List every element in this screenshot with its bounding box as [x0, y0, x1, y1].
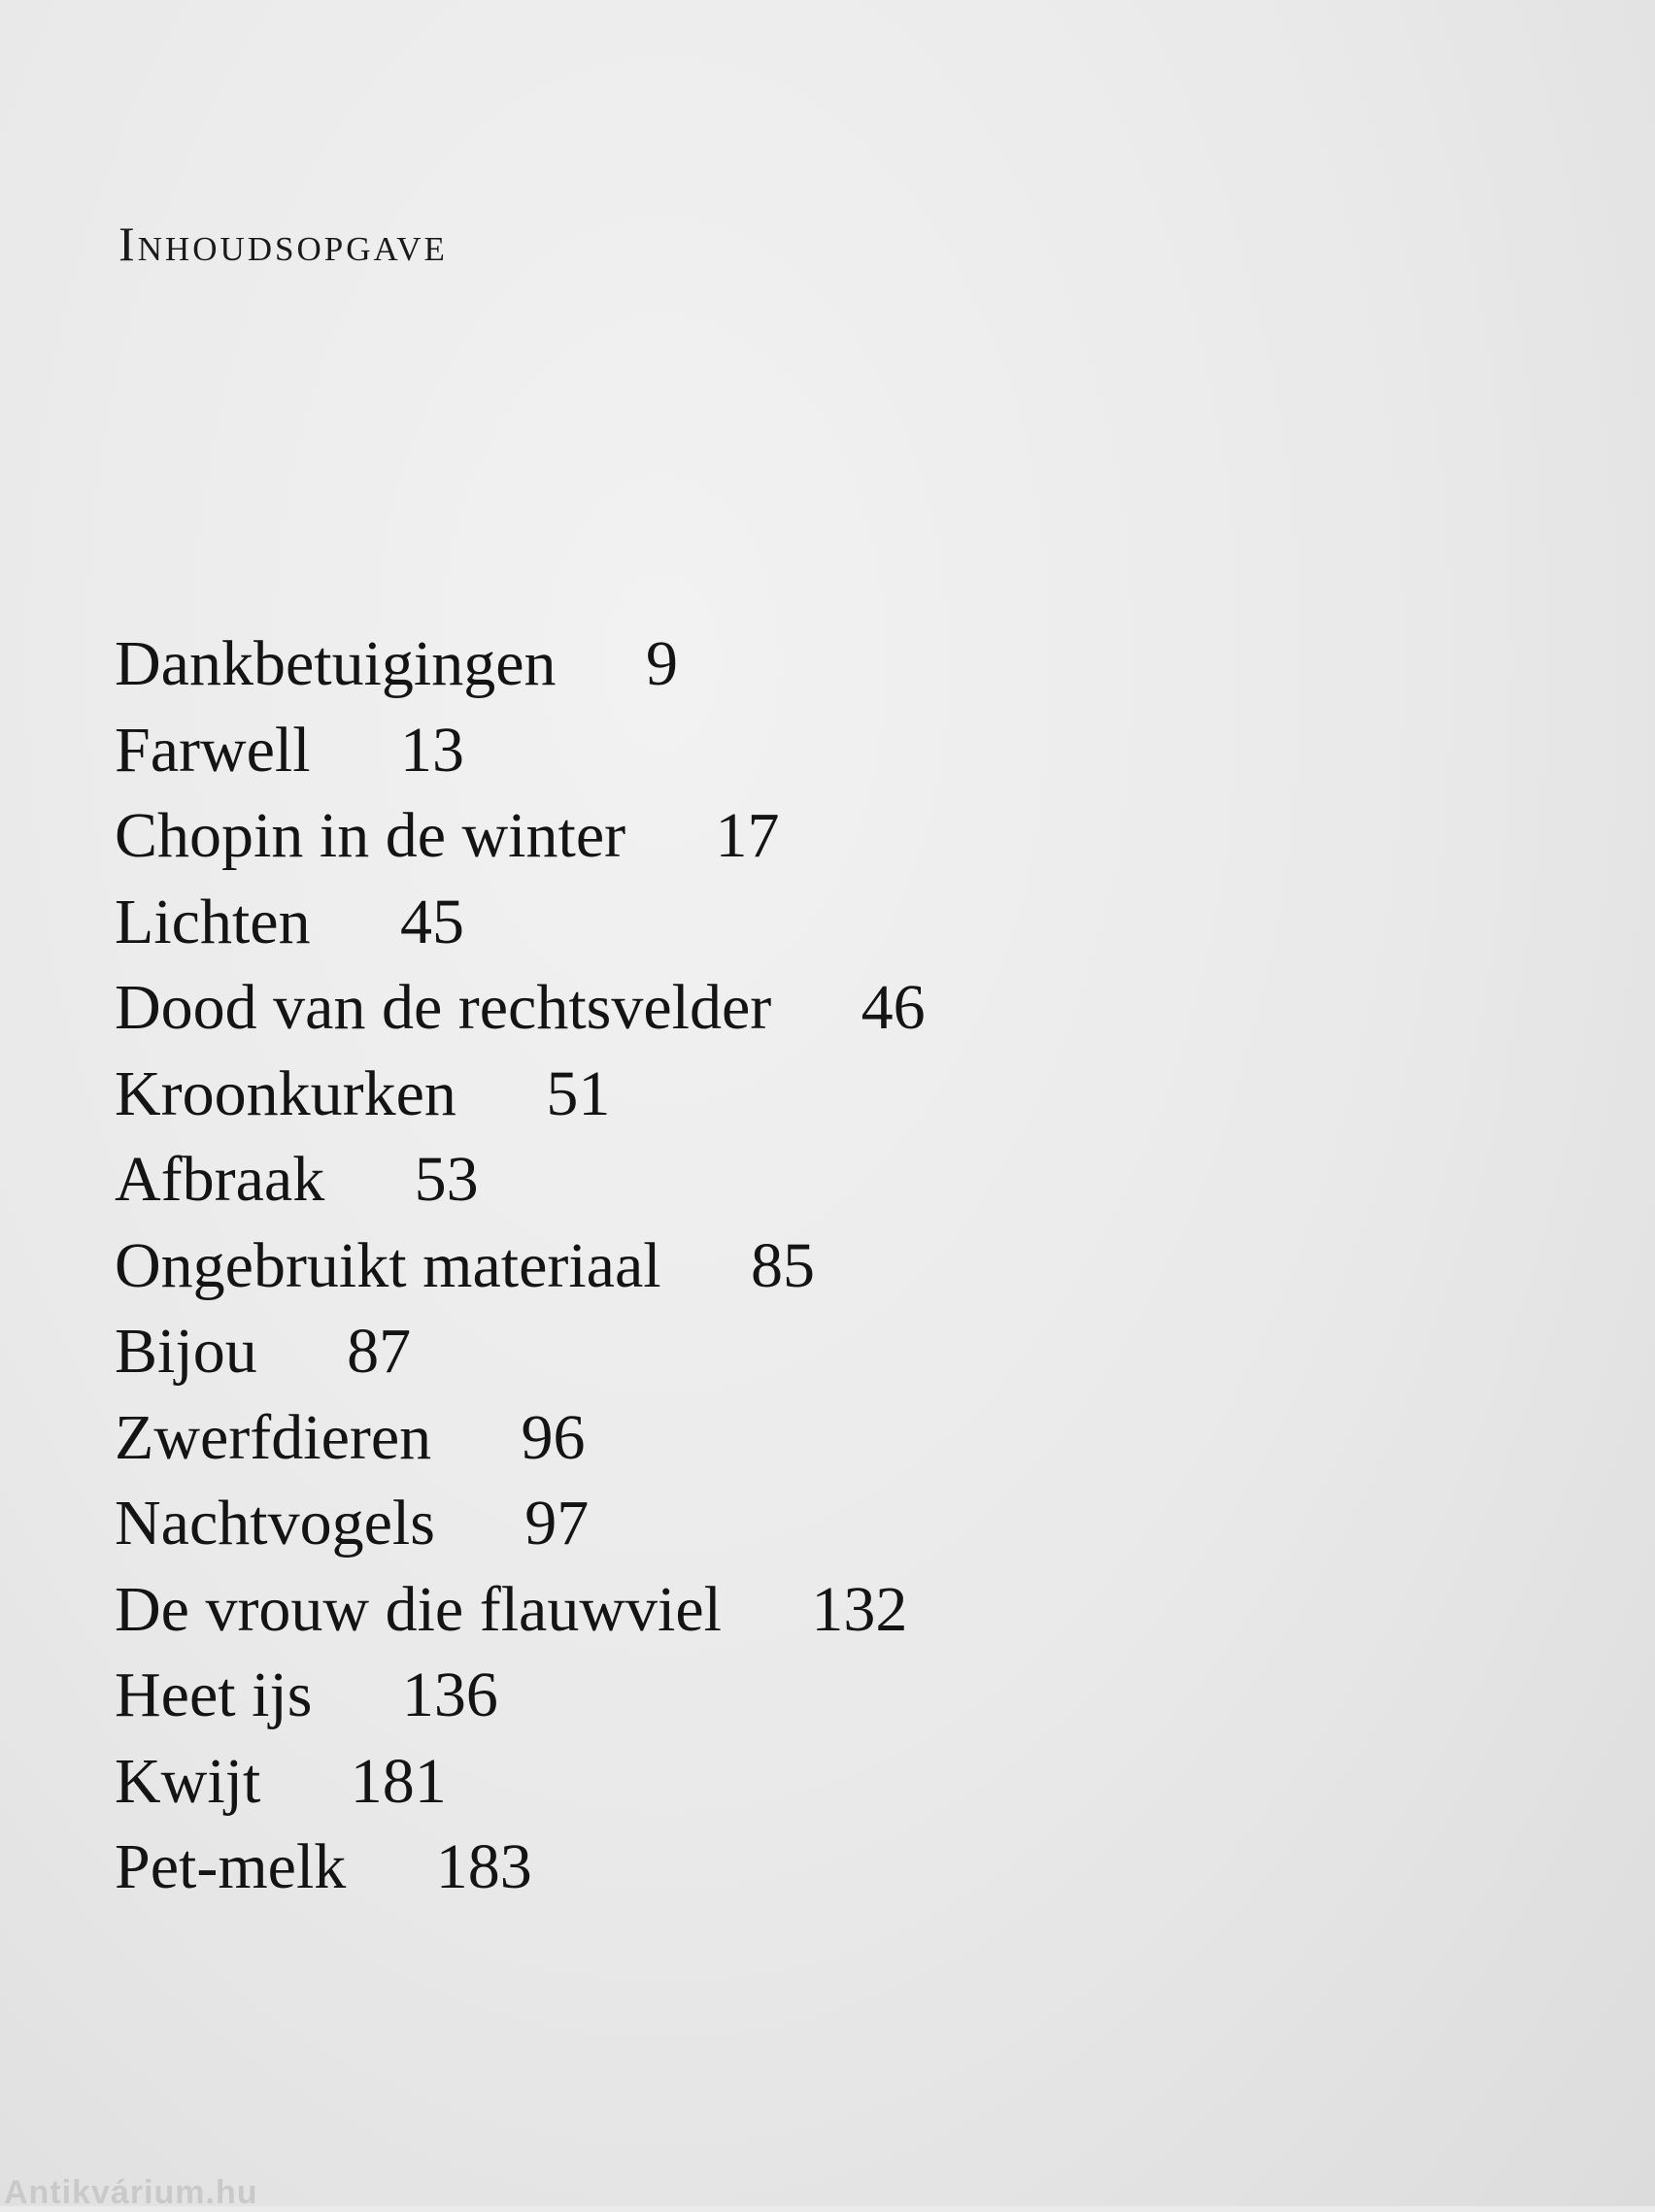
toc-entry-page: 183 — [435, 1831, 532, 1902]
toc-entry-title: Afbraak — [115, 1144, 325, 1215]
toc-entry — [115, 1309, 926, 1395]
toc-entry — [115, 965, 926, 1052]
toc-entry-page: 53 — [414, 1144, 479, 1215]
toc-entry-title: Ongebruikt materiaal — [115, 1229, 661, 1301]
toc-entry-page: 132 — [811, 1573, 908, 1645]
toc-entry-page: 45 — [399, 886, 464, 957]
watermark: Antikvárium.hu — [4, 2174, 258, 2211]
toc-entry — [115, 1481, 926, 1567]
toc-entry-page: 97 — [524, 1488, 590, 1558]
toc-entry-page: 96 — [521, 1401, 586, 1473]
toc-entry-page: 51 — [546, 1057, 611, 1129]
toc-entry — [115, 1567, 926, 1654]
toc-entry-title: Kwijt — [115, 1745, 261, 1817]
toc-entry — [115, 1395, 926, 1482]
toc-entry — [115, 1223, 926, 1310]
toc-entry-title: Nachtvogels — [115, 1488, 435, 1558]
toc-entry-title: Kroonkurken — [115, 1057, 456, 1129]
toc-entry — [115, 1052, 926, 1138]
toc-entry — [115, 1739, 926, 1826]
toc-entry — [115, 1653, 926, 1739]
toc-entry-page: 17 — [715, 800, 780, 871]
toc-entry-title: Lichten — [115, 886, 311, 957]
toc-entry — [115, 708, 926, 794]
toc-entry-title: Bijou — [115, 1316, 257, 1387]
toc-entry-title: Dankbetuigingen — [115, 628, 557, 699]
toc-entry-page: 85 — [751, 1229, 816, 1301]
toc-entry-title: De vrouw die flauwviel — [115, 1573, 722, 1645]
toc-entry — [115, 880, 926, 966]
toc-entry-page: 9 — [645, 628, 678, 699]
toc-entry-title: Farwell — [115, 714, 311, 786]
page-title: Inhoudsopgave — [118, 217, 448, 271]
toc-entry-page: 46 — [861, 972, 926, 1043]
toc-entry-page: 136 — [401, 1659, 498, 1730]
table-of-contents — [115, 621, 926, 1911]
toc-entry-page: 181 — [350, 1745, 447, 1817]
toc-entry-title: Pet-melk — [115, 1831, 347, 1902]
toc-entry — [115, 1825, 926, 1911]
toc-entry — [115, 1137, 926, 1223]
toc-entry-page: 13 — [400, 714, 464, 786]
toc-entry — [115, 621, 926, 708]
toc-entry-title: Dood van de rechtsvelder — [115, 972, 772, 1043]
toc-entry-title: Chopin in de winter — [115, 800, 626, 871]
toc-entry-title: Heet ijs — [115, 1659, 313, 1730]
toc-entry-title: Zwerfdieren — [115, 1401, 432, 1473]
toc-entry-page: 87 — [347, 1316, 412, 1387]
toc-entry — [115, 793, 926, 880]
